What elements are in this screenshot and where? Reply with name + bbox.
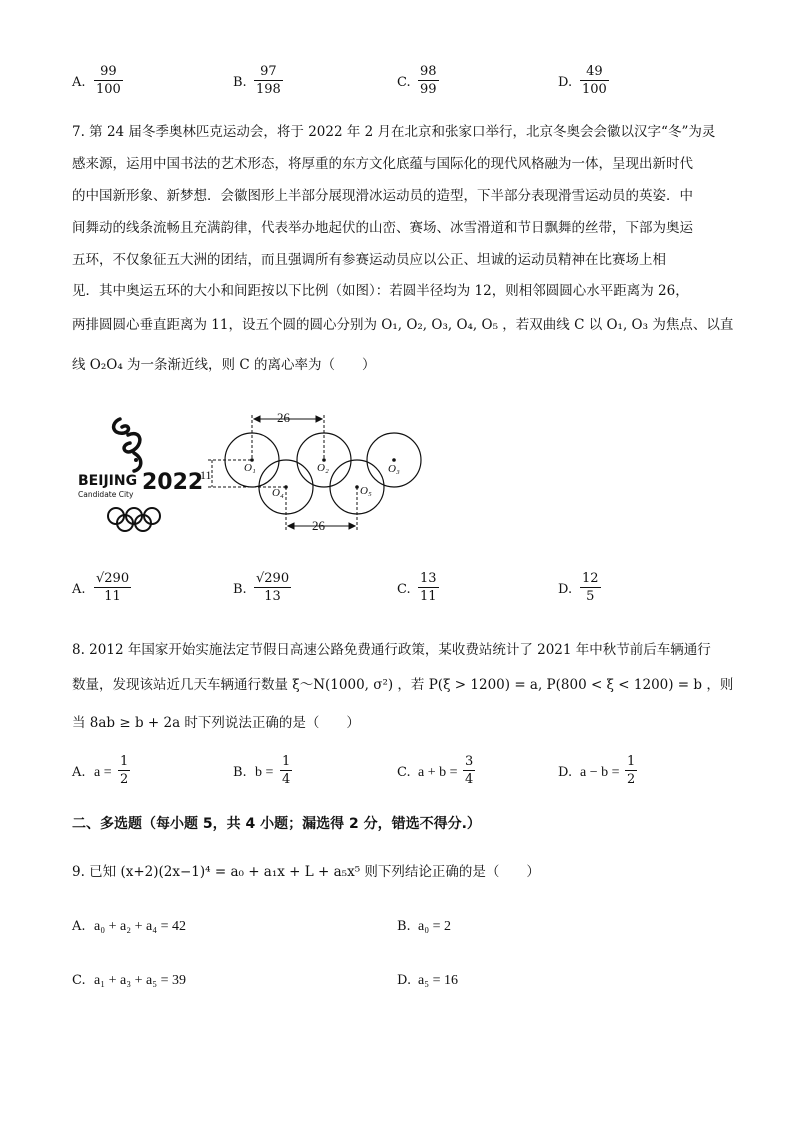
- q9-option-b-text: a₀ = 2: [418, 919, 451, 934]
- q7-line-2: 感来源，运用中国书法的艺术形态，将厚重的东方文化底蕴与国际化的现代风格融为一体，呈现出新时代: [72, 156, 693, 172]
- q6-option-b-fraction: 97 198: [256, 64, 281, 97]
- logo-word: BEIJING: [78, 473, 138, 489]
- q8-option-a-lhs: a =: [94, 765, 112, 780]
- dim-side-label: 11: [200, 468, 212, 482]
- olympic-rings-icon: [108, 508, 160, 531]
- q8-option-c-lhs: a + b =: [418, 765, 458, 780]
- q9-option-d-text: a₅ = 16: [418, 973, 458, 988]
- q8-option-c-fraction: 3 4: [465, 754, 474, 787]
- q7-line-8: 线 O₂O₄ 为一条渐近线，则 C 的离心率为（ ）: [72, 357, 376, 373]
- q7-option-a-fraction: √290 11: [96, 571, 130, 604]
- q6-option-b-letter: B.: [233, 75, 247, 90]
- q7-option-d-fraction: 12 5: [582, 571, 599, 604]
- q7-option-b-letter: B.: [233, 582, 247, 597]
- q8-option-d-lhs: a − b =: [580, 765, 620, 780]
- q8-option-c-letter: C.: [397, 765, 411, 780]
- q6-option-d-letter: D.: [558, 75, 573, 90]
- logo-year: 2022: [142, 470, 204, 495]
- q7-line-4: 间舞动的线条流畅且充满韵律，代表举办地起伏的山峦、赛场、冰雪滑道和节日飘舞的丝带，下部为奥运: [72, 220, 693, 236]
- label-o4: O₄: [272, 487, 284, 499]
- q7-line-7: 两排圆圆心垂直距离为 11，设五个圆的圆心分别为 O₁, O₂, O₃, O₄, O₅ ，若双曲线 C 以 O₁, O₃ 为焦点、以直: [72, 317, 734, 333]
- section-2-heading: 二、多选题（每小题 5，共 4 小题；漏选得 2 分，错选不得分.）: [72, 816, 481, 832]
- dim-top-label: 26: [277, 410, 290, 425]
- beijing-logo: [78, 419, 203, 531]
- q7-line-3: 的中国新形象、新梦想．会徽图形上半部分展现滑冰运动员的造型，下半部分表现滑雪运动员的英姿．中: [72, 188, 693, 204]
- q9-option-b-letter: B.: [397, 919, 411, 934]
- label-o5: O₅: [360, 485, 372, 497]
- q7-figure: [72, 405, 432, 535]
- q8-option-d-fraction: 1 2: [627, 754, 636, 787]
- q7-option-b-fraction: √290 13: [256, 571, 290, 604]
- q8-line-1: 8. 2012 年国家开始实施法定节假日高速公路免费通行政策，某收费站统计了 2021 年中秋节前后车辆通行: [72, 642, 711, 658]
- q6-option-a-letter: A.: [72, 75, 86, 90]
- q8-option-b-fraction: 1 4: [282, 754, 291, 787]
- q9-option-c-letter: C.: [72, 973, 86, 988]
- q7-option-c-letter: C.: [397, 582, 411, 597]
- q7-option-d-letter: D.: [558, 582, 573, 597]
- q7-line-6: 见．其中奥运五环的大小和间距按以下比例（如图）：若圆半径均为 12，则相邻圆圆心水平距离为 26，: [72, 283, 689, 299]
- q8-line-2: 数量，发现该站近几天车辆通行数量 ξ～N(1000, σ²) ，若 P(ξ > 1200) = a, P(800 < ξ < 1200) = b ，则: [72, 677, 734, 693]
- q8-option-a-letter: A.: [72, 765, 86, 780]
- q9-option-a-text: a₀ + a₂ + a₄ = 42: [94, 919, 186, 934]
- q6-option-d-fraction: 49 100: [582, 64, 607, 97]
- logo-sub: Candidate City: [78, 490, 134, 499]
- q6-option-c-fraction: 98 99: [420, 64, 437, 97]
- q7-line-1: 7. 第 24 届冬季奥林匹克运动会，将于 2022 年 2 月在北京和张家口举行，北京冬奥会会徽以汉字“冬”为灵: [72, 124, 716, 140]
- dimension-arrows: [254, 416, 355, 529]
- q6-option-c-letter: C.: [397, 75, 411, 90]
- q9-option-a-letter: A.: [72, 919, 86, 934]
- dim-bottom-label: 26: [312, 518, 325, 533]
- q8-line-3: 当 8ab ≥ b + 2a 时下列说法正确的是（ ）: [72, 715, 360, 731]
- q7-line-5: 五环，不仅象征五大洲的团结，而且强调所有参赛运动员应以公正、坦诚的运动员精神在比赛场上相: [72, 252, 666, 268]
- q7-option-a-letter: A.: [72, 582, 86, 597]
- q8-option-d-letter: D.: [558, 765, 573, 780]
- label-o2: O₂: [317, 462, 329, 474]
- q9-option-d-letter: D.: [397, 973, 412, 988]
- label-o1: O₁: [244, 462, 256, 474]
- q8-option-b-lhs: b =: [255, 765, 274, 780]
- q7-figure-svg: [72, 405, 432, 535]
- label-o3: O₃: [388, 463, 400, 475]
- q8-option-b-letter: B.: [233, 765, 247, 780]
- q9-option-c-text: a₁ + a₃ + a₅ = 39: [94, 973, 186, 988]
- q8-option-a-fraction: 1 2: [120, 754, 129, 787]
- q9-stem: 9. 已知 (x+2)(2x−1)⁴ = a₀ + a₁x + L + a₅x⁵ 则下列结论正确的是（ ）: [72, 864, 540, 880]
- q6-option-a-fraction: 99 100: [96, 64, 121, 97]
- q7-option-c-fraction: 13 11: [420, 571, 437, 604]
